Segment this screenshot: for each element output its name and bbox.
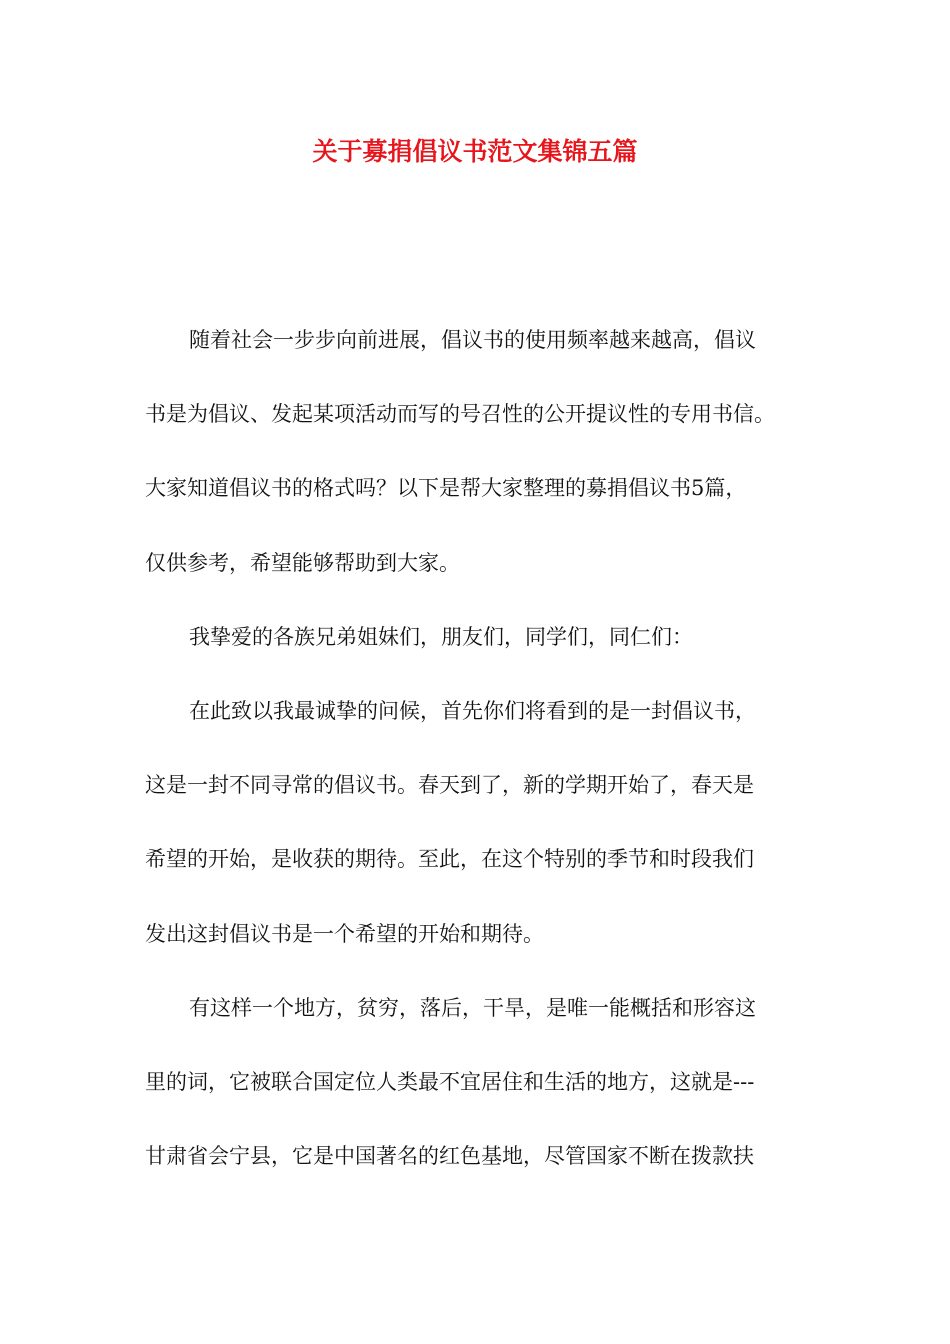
text-line: 希望的开始，是收获的期待。至此，在这个特别的季节和时段我们: [145, 847, 754, 872]
text-line: 仅供参考，希望能够帮助到大家。: [145, 550, 460, 575]
text-line: 甘肃省会宁县，它是中国著名的红色基地，尽管国家不断在拨款扶: [145, 1144, 754, 1169]
document-title: 关于募捐倡议书范文集锦五篇: [312, 137, 638, 166]
document-body: [145, 318, 811, 1208]
text-line: 随着社会一步步向前进展，倡议书的使用频率越来越高，倡议: [189, 328, 756, 352]
text-line: 有这样一个地方，贫穷，落后，干旱，是唯一能概括和形容这: [189, 995, 756, 1020]
text-line: 里的词，它被联合国定位人类最不宜居住和生活的地方，这就是---: [145, 1069, 755, 1094]
text-line: 大家知道倡议书的格式吗？以下是帮大家整理的募捐倡议书5篇，: [145, 476, 747, 501]
text-line: 我挚爱的各族兄弟姐妹们，朋友们，同学们，同仁们：: [189, 624, 693, 649]
text-line: 书是为倡议、发起某项活动而写的号召性的公开提议性的专用书信。: [145, 402, 775, 427]
text-line: 发出这封倡议书是一个希望的开始和期待。: [145, 921, 544, 946]
text-line: 在此致以我最诚挚的问候，首先你们将看到的是一封倡议书，: [189, 698, 756, 723]
text-line: 这是一封不同寻常的倡议书。春天到了，新的学期开始了，春天是: [145, 773, 754, 798]
